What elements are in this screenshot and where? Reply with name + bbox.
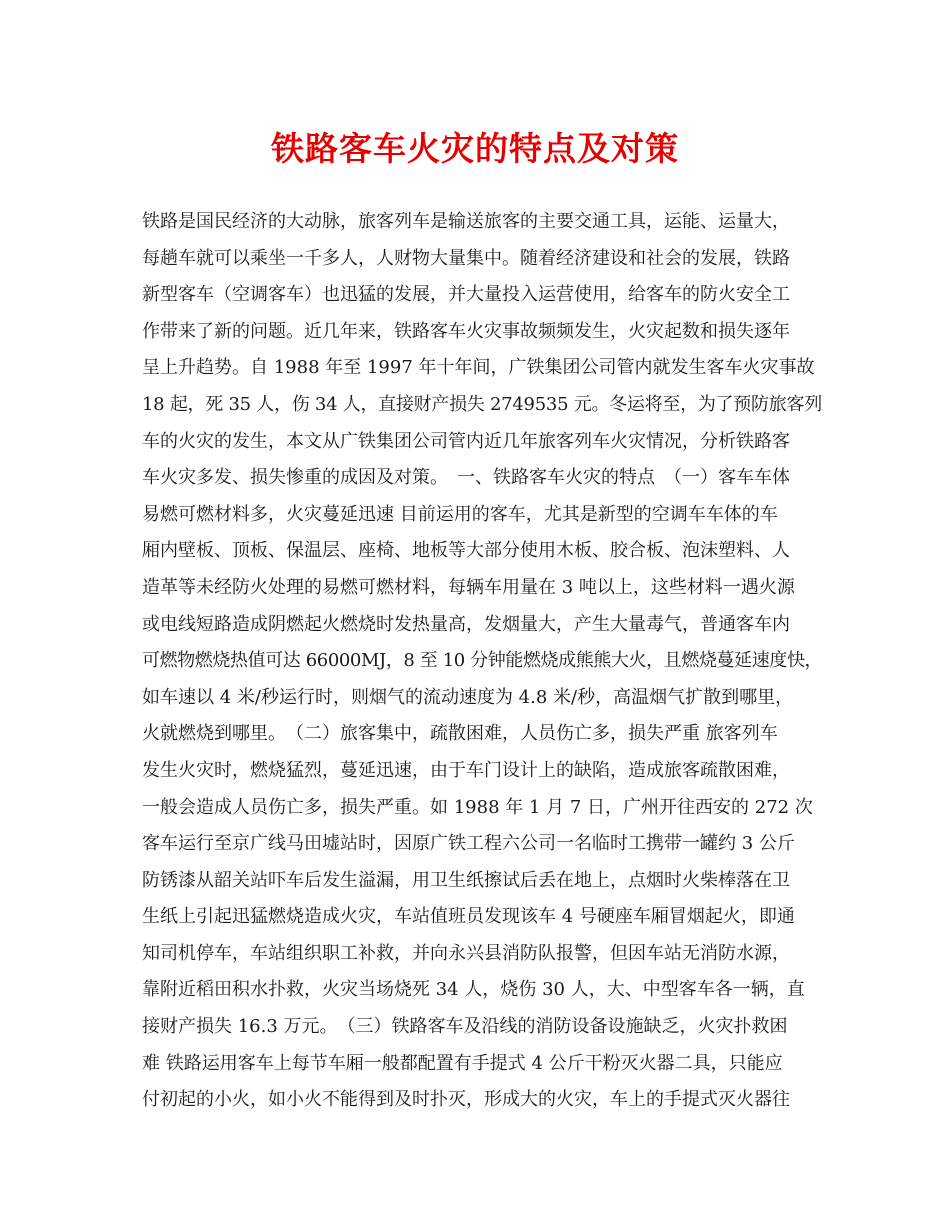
body-line: 防锈漆从韶关站吓车后发生溢漏，用卫生纸擦试后丢在地上，点烟时火柴棒落在卫 — [142, 869, 790, 891]
body-line: 接财产损失 16.3 万元。 （三）铁路客车及沿线的消防设备设施缺乏，火灾扑救困 — [142, 1016, 788, 1038]
body-line: 靠附近稻田积水扑救，火灾当场烧死 34 人，烧伤 30 人，大、中型客车各一辆，直 — [142, 979, 805, 1001]
body-line: 作带来了新的问题。近几年来，铁路客车火灾事故频频发生，火灾起数和损失逐年 — [142, 320, 790, 342]
body-line: 付初起的小火，如小火不能得到及时扑灭，形成大的火灾，车上的手提式灭火器往 — [142, 1089, 790, 1111]
document-body — [142, 204, 822, 1119]
body-line: 新型客车（空调客车）也迅猛的发展，并大量投入运营使用，给客车的防火安全工 — [142, 284, 790, 306]
body-line: 车火灾多发、损失惨重的成因及对策。 一、铁路客车火灾的特点 （一）客车车体 — [142, 467, 790, 489]
body-line: 发生火灾时，燃烧猛烈，蔓延迅速，由于车门设计上的缺陷，造成旅客疏散困难， — [142, 759, 790, 781]
body-line: 车的火灾的发生，本文从广铁集团公司管内近几年旅客列车火灾情况，分析铁路客 — [142, 430, 790, 452]
body-line: 知司机停车，车站组织职工补救，并向永兴县消防队报警，但因车站无消防水源， — [142, 942, 790, 964]
body-line: 可燃物燃烧热值可达 66000MJ，8 至 10 分钟能燃烧成熊熊大火，且燃烧蔓延速度快， — [142, 650, 823, 672]
body-line: 18 起，死 35 人，伤 34 人，直接财产损失 2749535 元。冬运将至，为了预防旅客列 — [142, 393, 822, 415]
document-title: 铁路客车火灾的特点及对策 — [271, 129, 679, 168]
body-line: 呈上升趋势。自 1988 年至 1997 年十年间，广铁集团公司管内就发生客车火灾事故 — [142, 357, 815, 379]
body-line: 生纸上引起迅猛燃烧造成火灾，车站值班员发现该车 4 号硬座车厢冒烟起火，即通 — [142, 906, 795, 928]
body-line: 难 铁路运用客车上每节车厢一般都配置有手提式 4 公斤干粉灭火器二具，只能应 — [142, 1052, 783, 1074]
body-line: 或电线短路造成阴燃起火燃烧时发热量高，发烟量大，产生大量毒气，普通客车内 — [142, 613, 790, 635]
body-line: 易燃可燃材料多，火灾蔓延迅速 目前运用的客车，尤其是新型的空调车车体的车 — [142, 503, 778, 525]
body-line: 厢内壁板、顶板、保温层、座椅、地板等大部分使用木板、胶合板、泡沫塑料、人 — [142, 540, 790, 562]
body-line: 一般会造成人员伤亡多，损失严重。如 1988 年 1 月 7 日，广州开往西安的 272 次 — [142, 796, 813, 818]
body-line: 每趟车就可以乘坐一千多人，人财物大量集中。随着经济建设和社会的发展，铁路 — [142, 247, 790, 269]
body-line: 客车运行至京广线马田墟站时，因原广铁工程六公司一名临时工携带一罐约 3 公斤 — [142, 833, 795, 855]
body-line: 造革等未经防火处理的易燃可燃材料，每辆车用量在 3 吨以上，这些材料一遇火源 — [142, 576, 795, 598]
body-line: 如车速以 4 米/秒运行时，则烟气的流动速度为 4.8 米/秒，高温烟气扩散到哪里， — [142, 686, 794, 708]
body-line: 火就燃烧到哪里。 （二）旅客集中，疏散困难，人员伤亡多，损失严重 旅客列车 — [142, 723, 778, 745]
body-line: 铁路是国民经济的大动脉，旅客列车是输送旅客的主要交通工具，运能、运量大， — [142, 211, 790, 232]
